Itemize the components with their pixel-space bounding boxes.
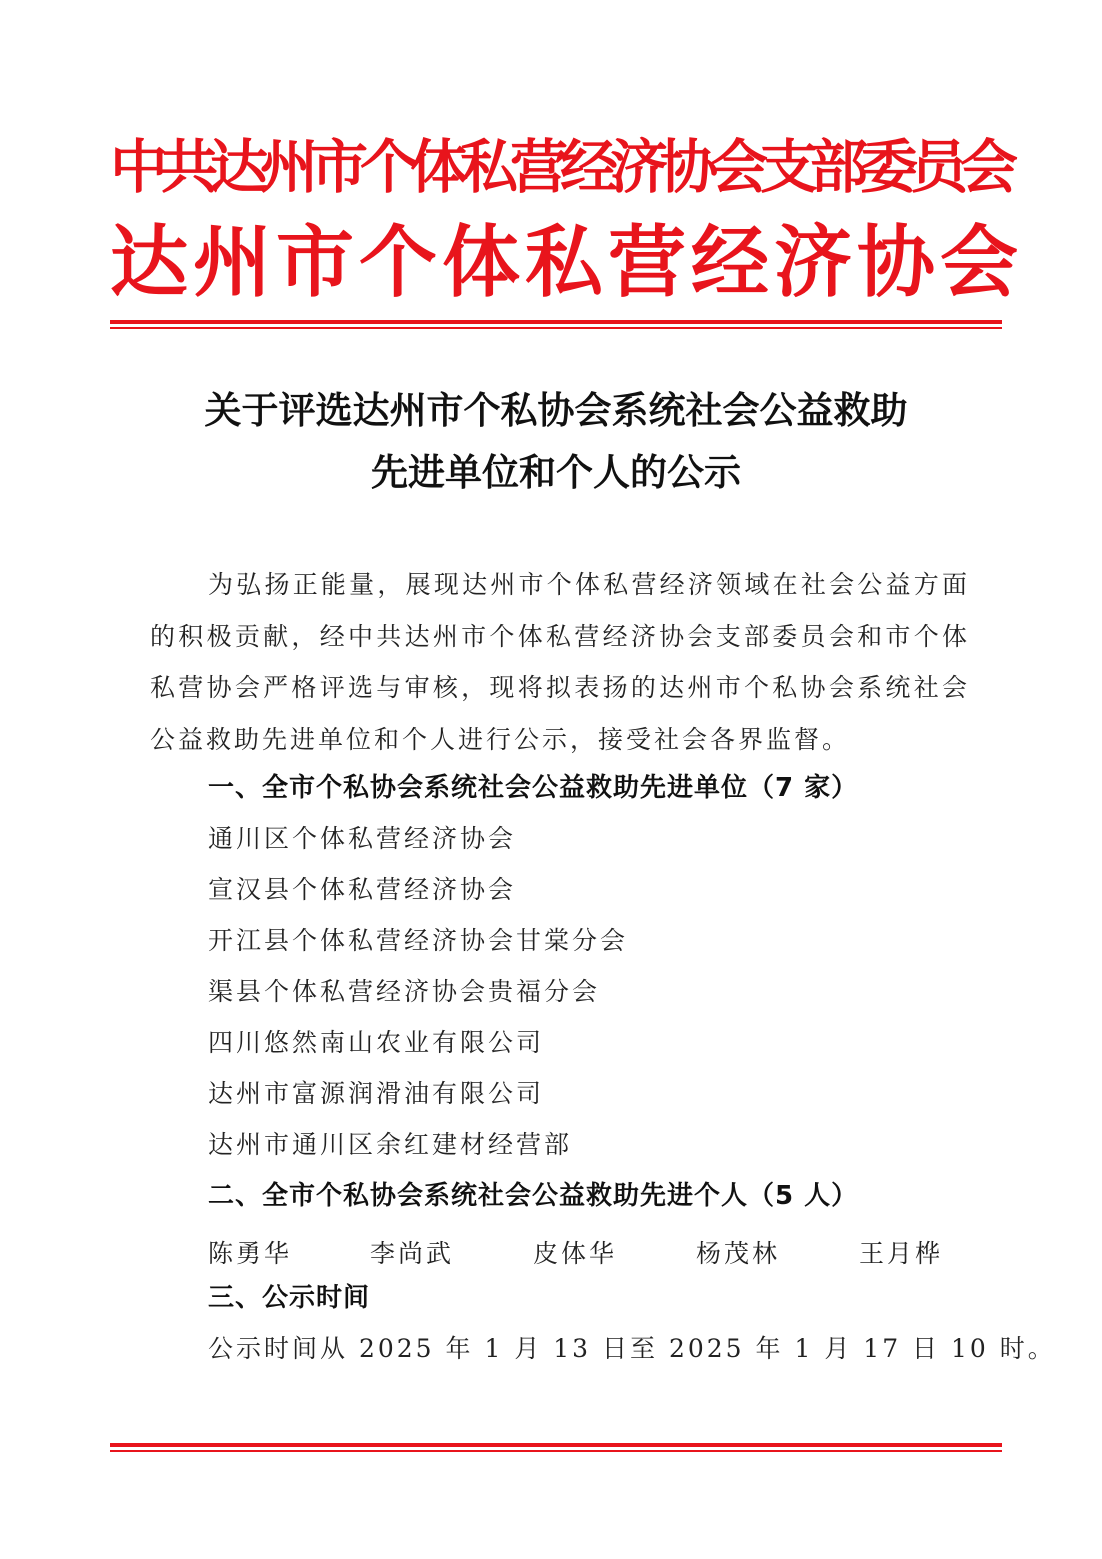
unit-list-item: 达州市富源润滑油有限公司 — [208, 1079, 545, 1108]
letterhead-line-2: 达州市个体私营经济协会 — [110, 218, 1024, 308]
letterhead-line-1: 中共达州市个体私营经济协会支部委员会 — [110, 133, 1011, 201]
unit-list-item: 达州市通川区余红建材经营部 — [208, 1130, 573, 1159]
person-name: 王月桦 — [859, 1239, 944, 1268]
unit-list-item: 四川悠然南山农业有限公司 — [208, 1028, 545, 1057]
unit-list-item: 渠县个体私营经济协会贵福分会 — [208, 977, 601, 1006]
publicity-period-text: 公示时间从 2025 年 1 月 13 日至 2025 年 1 月 17 日 10 时。 — [208, 1334, 1056, 1363]
intro-paragraph: 为弘扬正能量，展现达州市个体私营经济领域在社会公益方面的积极贡献，经中共达州市个体私营经济协会支部委员会和市个体私营协会严格评选与审核，现将拟表扬的达州市个私协会系统社会公益救助先进单位和个人进行公示，接受社会各界监督。 — [150, 570, 970, 754]
person-name: 李尚武 — [370, 1239, 455, 1268]
section-2-heading: 二、全市个私协会系统社会公益救助先进个人（5 人） — [208, 1181, 859, 1211]
document-title-line-1: 关于评选达州市个私协会系统社会公益救助 — [204, 388, 908, 432]
section-3-heading: 三、公示时间 — [208, 1283, 371, 1313]
divider-thick-line — [110, 1443, 1002, 1447]
section-1-heading: 一、全市个私协会系统社会公益救助先进单位（7 家） — [208, 773, 859, 803]
person-name: 皮体华 — [533, 1239, 618, 1268]
divider-thick-line — [110, 320, 1002, 324]
footer-divider — [110, 1443, 1002, 1452]
unit-list-item: 通川区个体私营经济协会 — [208, 824, 517, 853]
divider-thin-line — [110, 327, 1002, 329]
divider-thin-line — [110, 1450, 1002, 1452]
people-list — [208, 1234, 968, 1268]
unit-list-item: 宣汉县个体私营经济协会 — [208, 875, 517, 904]
letterhead-divider — [110, 320, 1002, 329]
person-name: 陈勇华 — [208, 1239, 293, 1268]
document-title-line-2: 先进单位和个人的公示 — [371, 450, 741, 494]
person-name: 杨茂林 — [696, 1239, 781, 1268]
unit-list-item: 开江县个体私营经济协会甘棠分会 — [208, 926, 629, 955]
